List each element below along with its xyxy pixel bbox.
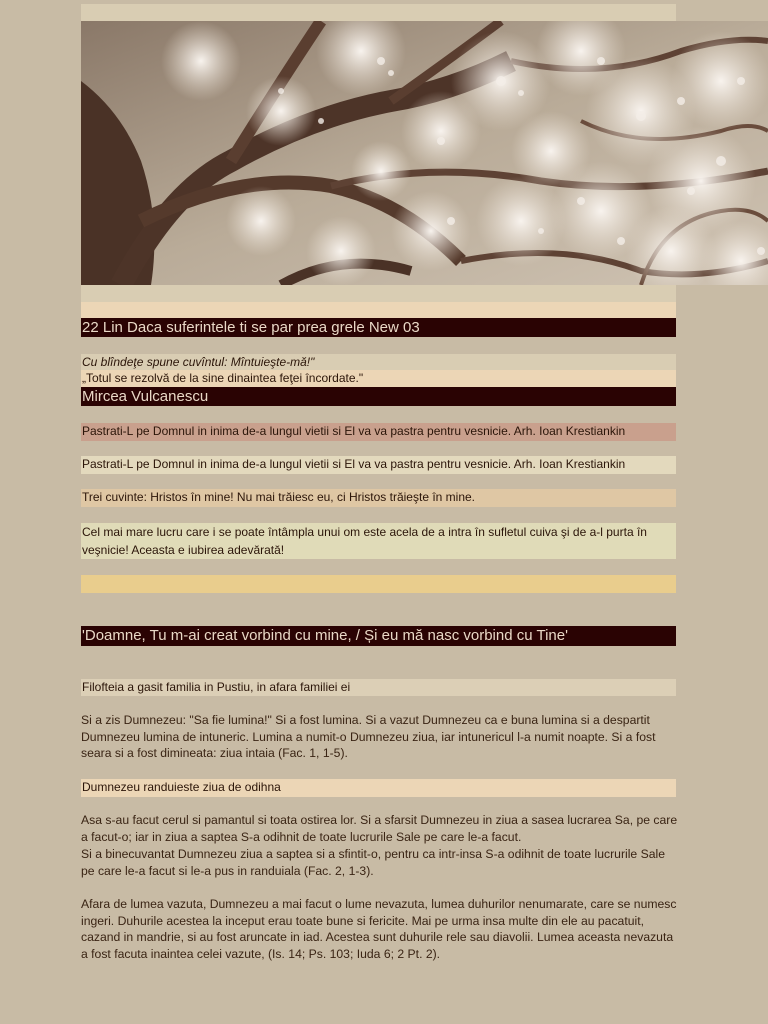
spacer-band-peach (81, 302, 676, 318)
section-bar[interactable]: 'Doamne, Tu m-ai creat vorbind cu mine, / Și eu mă nasc vorbind cu Tine' (81, 626, 676, 646)
top-strip (81, 4, 676, 21)
filofteia-heading[interactable]: Filofteia a gasit familia in Pustiu, in afara familiei ei (81, 679, 676, 696)
rest-heading[interactable]: Dumnezeu randuieste ziua de odihna (81, 779, 676, 797)
post-title[interactable]: 22 Lin Daca suferintele ti se par prea grele New 03 (81, 318, 676, 337)
quote-item-2: Pastrati-L pe Domnul in inima de-a lungul vietii si El va va pastra pentru vesnicie. Arh. Ioan Krestiankin (81, 456, 676, 474)
spacer-band (81, 337, 676, 354)
rest-paragraph-2: Si a binecuvantat Dumnezeu ziua a saptea si a sfintit-o, pentru ca intr-insa S-a odihnit de toate lucrurile Sale pe care le-a facut si le-a pus in randuiala (Fac. 2, 1-3). (81, 847, 665, 878)
flowering-tree-photo-icon (81, 21, 768, 285)
quote-item-1: Pastrati-L pe Domnul in inima de-a lungul vietii si El va va pastra pentru vesnicie. Arh. Ioan Krestiankin (81, 423, 676, 441)
angels-paragraph: Afara de lumea vazuta, Dumnezeu a mai facut o lume nevazuta, lumea duhurilor nenumarate, care se numesc ingeri. Duhurile acestea la inceput erau toate bune si fericite. Mai pe urma insa multe din ele au pacatuit, cazand in mandrie, si au fost aruncate in iad. Acestea sunt duhurile rele sau diavolii. Lumea aceasta nevazuta a fost facuta inaintea celei vazute, (Is. 14; Ps. 103; Iuda 6; 2 Pt. 2). (81, 897, 677, 961)
spacer-band (81, 285, 676, 302)
rest-paragraph-1: Asa s-au facut cerul si pamantul si toata ostirea lor. Si a sfarsit Dumnezeu in ziua a sasea lucrarea Sa, pe care a facut-o; iar in ziua a saptea S-a odihnit de toate lucrurile Sale pe care le-a facut. (81, 813, 678, 844)
quote-item-4: Cel mai mare lucru care i se poate întâmpla unui om este acela de a intra în sufletul cuiva şi de a-l purta în veşnicie! Aceasta e iubirea adevărată! (81, 523, 676, 559)
author-bar[interactable]: Mircea Vulcanescu (81, 387, 676, 406)
genesis-paragraph: Si a zis Dumnezeu: "Sa fie lumina!" Si a fost lumina. Si a vazut Dumnezeu ca e buna lumina si a despartit Dumnezeu lumina de intuneric. Lumina a numit-o Dumnezeu ziua, iar intunericul l-a numit noapte. Si a fost seara si a fost dimineata: ziua intaia (Fac. 1, 1-5). (81, 713, 656, 761)
header-photo (81, 21, 768, 285)
quote-item-3: Trei cuvinte: Hristos în mine! Nu mai trăiesc eu, ci Hristos trăieşte în mine. (81, 489, 676, 507)
quote-line-1: Cu blîndeţe spune cuvîntul: Mîntuieşte-mă!" (81, 354, 676, 370)
quote-line-2: „Totul se rezolvă de la sine dinaintea feţei încordate." (81, 370, 676, 387)
gold-band (81, 575, 676, 593)
